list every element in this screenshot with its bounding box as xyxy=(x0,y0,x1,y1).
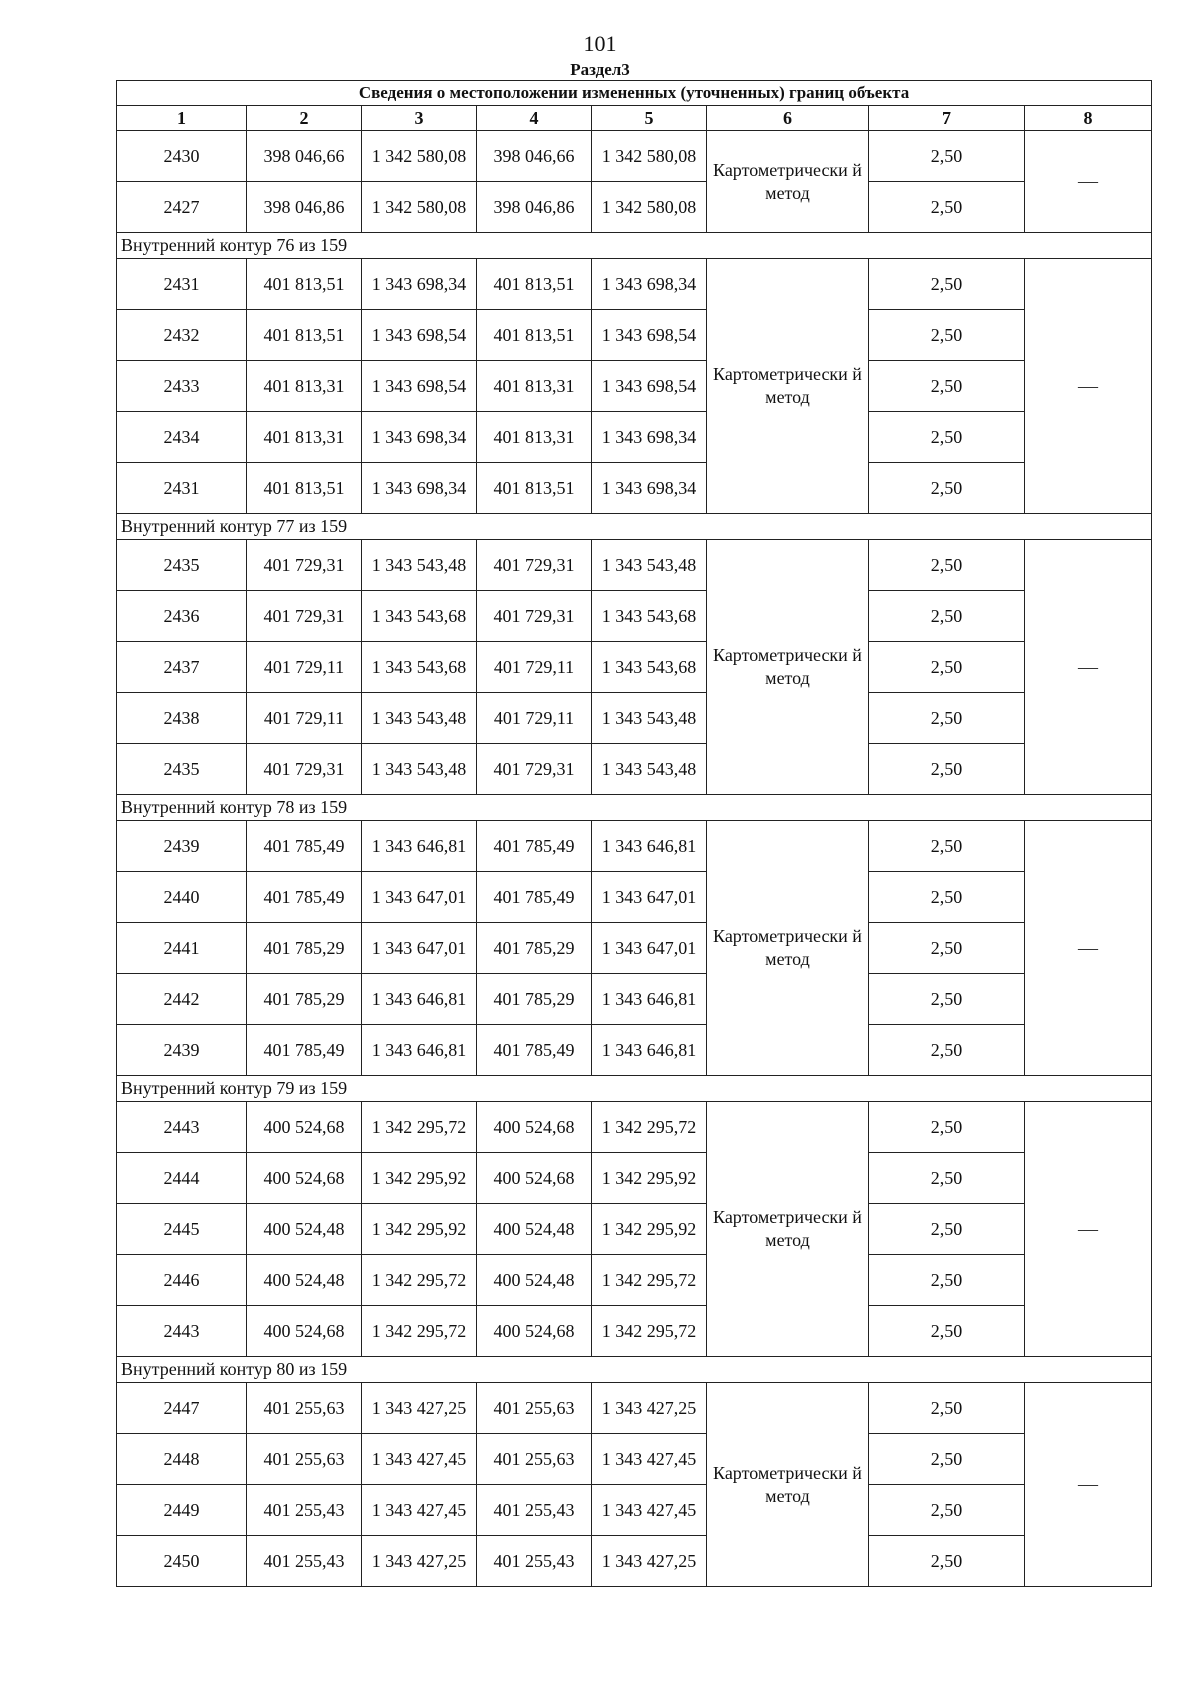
accuracy-cell: 2,50 xyxy=(869,1485,1025,1536)
method-cell: Картометрически й метод xyxy=(707,131,869,233)
existing-y-cell: 1 343 646,81 xyxy=(362,1025,477,1076)
table-row xyxy=(117,1306,1152,1357)
updated-x-cell: 401 785,29 xyxy=(477,974,592,1025)
contour-label: Внутренний контур 80 из 159 xyxy=(117,1357,1152,1383)
existing-y-cell: 1 342 295,72 xyxy=(362,1306,477,1357)
column-number: 1 xyxy=(117,106,247,131)
point-number-cell: 2442 xyxy=(117,974,247,1025)
point-number-cell: 2431 xyxy=(117,463,247,514)
updated-x-cell: 400 524,48 xyxy=(477,1204,592,1255)
existing-x-cell: 401 255,43 xyxy=(247,1536,362,1587)
table-row xyxy=(117,310,1152,361)
method-cell: Картометрически й метод xyxy=(707,259,869,514)
column-number: 5 xyxy=(592,106,707,131)
table-row xyxy=(117,1536,1152,1587)
column-number: 8 xyxy=(1025,106,1152,131)
updated-y-cell: 1 342 295,92 xyxy=(592,1204,707,1255)
existing-y-cell: 1 342 580,08 xyxy=(362,131,477,182)
updated-y-cell: 1 342 295,72 xyxy=(592,1306,707,1357)
accuracy-cell: 2,50 xyxy=(869,1025,1025,1076)
updated-y-cell: 1 343 543,68 xyxy=(592,591,707,642)
accuracy-cell: 2,50 xyxy=(869,463,1025,514)
existing-x-cell: 401 729,31 xyxy=(247,540,362,591)
point-number-cell: 2443 xyxy=(117,1102,247,1153)
updated-y-cell: 1 342 580,08 xyxy=(592,131,707,182)
column-number: 3 xyxy=(362,106,477,131)
method-cell: Картометрически й метод xyxy=(707,1383,869,1587)
table-row xyxy=(117,1383,1152,1434)
method-cell: Картометрически й метод xyxy=(707,1102,869,1357)
accuracy-cell: 2,50 xyxy=(869,642,1025,693)
updated-y-cell: 1 343 543,48 xyxy=(592,693,707,744)
table-body xyxy=(117,131,1152,1587)
table-row xyxy=(117,591,1152,642)
updated-x-cell: 401 813,31 xyxy=(477,361,592,412)
existing-y-cell: 1 343 647,01 xyxy=(362,872,477,923)
updated-x-cell: 400 524,68 xyxy=(477,1102,592,1153)
existing-y-cell: 1 343 698,34 xyxy=(362,259,477,310)
table-row xyxy=(117,361,1152,412)
section-title: Раздел3 xyxy=(570,60,630,79)
updated-x-cell: 401 785,29 xyxy=(477,923,592,974)
contour-header-row xyxy=(117,795,1152,821)
existing-x-cell: 401 813,31 xyxy=(247,361,362,412)
updated-x-cell: 401 729,11 xyxy=(477,693,592,744)
table-row xyxy=(117,974,1152,1025)
updated-y-cell: 1 343 543,48 xyxy=(592,540,707,591)
updated-x-cell: 401 813,51 xyxy=(477,310,592,361)
existing-x-cell: 400 524,48 xyxy=(247,1204,362,1255)
point-number-cell: 2432 xyxy=(117,310,247,361)
point-number-cell: 2449 xyxy=(117,1485,247,1536)
existing-y-cell: 1 343 646,81 xyxy=(362,821,477,872)
updated-x-cell: 401 785,49 xyxy=(477,872,592,923)
boundary-coordinates-table xyxy=(116,80,1152,1587)
column-number: 7 xyxy=(869,106,1025,131)
updated-x-cell: 400 524,68 xyxy=(477,1153,592,1204)
point-number-cell: 2434 xyxy=(117,412,247,463)
updated-x-cell: 401 785,49 xyxy=(477,1025,592,1076)
table-row xyxy=(117,131,1152,182)
existing-y-cell: 1 343 698,34 xyxy=(362,412,477,463)
existing-y-cell: 1 342 295,92 xyxy=(362,1204,477,1255)
existing-x-cell: 401 729,31 xyxy=(247,744,362,795)
point-number-cell: 2435 xyxy=(117,744,247,795)
accuracy-cell: 2,50 xyxy=(869,872,1025,923)
accuracy-cell: 2,50 xyxy=(869,1434,1025,1485)
existing-y-cell: 1 343 543,68 xyxy=(362,642,477,693)
accuracy-cell: 2,50 xyxy=(869,182,1025,233)
updated-y-cell: 1 342 295,92 xyxy=(592,1153,707,1204)
existing-y-cell: 1 343 427,25 xyxy=(362,1536,477,1587)
point-number-cell: 2445 xyxy=(117,1204,247,1255)
updated-x-cell: 400 524,68 xyxy=(477,1306,592,1357)
updated-x-cell: 401 729,31 xyxy=(477,591,592,642)
updated-x-cell: 398 046,86 xyxy=(477,182,592,233)
existing-y-cell: 1 343 646,81 xyxy=(362,974,477,1025)
updated-x-cell: 401 255,43 xyxy=(477,1536,592,1587)
accuracy-cell: 2,50 xyxy=(869,1204,1025,1255)
point-number-cell: 2430 xyxy=(117,131,247,182)
existing-y-cell: 1 343 543,68 xyxy=(362,591,477,642)
contour-header-row xyxy=(117,1076,1152,1102)
table-row xyxy=(117,1255,1152,1306)
table-row xyxy=(117,1485,1152,1536)
table-row xyxy=(117,412,1152,463)
accuracy-cell: 2,50 xyxy=(869,361,1025,412)
existing-x-cell: 401 785,29 xyxy=(247,923,362,974)
point-number-cell: 2437 xyxy=(117,642,247,693)
updated-y-cell: 1 342 580,08 xyxy=(592,182,707,233)
accuracy-cell: 2,50 xyxy=(869,259,1025,310)
existing-y-cell: 1 343 647,01 xyxy=(362,923,477,974)
existing-y-cell: 1 343 698,34 xyxy=(362,463,477,514)
table-row xyxy=(117,821,1152,872)
table-title: Сведения о местоположении измененных (уточненных) границ объекта xyxy=(117,81,1152,106)
existing-y-cell: 1 342 580,08 xyxy=(362,182,477,233)
updated-y-cell: 1 343 427,45 xyxy=(592,1434,707,1485)
updated-y-cell: 1 343 543,48 xyxy=(592,744,707,795)
updated-y-cell: 1 343 698,54 xyxy=(592,361,707,412)
point-number-cell: 2436 xyxy=(117,591,247,642)
existing-x-cell: 401 255,63 xyxy=(247,1383,362,1434)
existing-x-cell: 401 813,51 xyxy=(247,259,362,310)
updated-x-cell: 401 813,31 xyxy=(477,412,592,463)
updated-x-cell: 401 729,11 xyxy=(477,642,592,693)
existing-x-cell: 400 524,68 xyxy=(247,1153,362,1204)
updated-x-cell: 401 813,51 xyxy=(477,463,592,514)
existing-x-cell: 401 785,49 xyxy=(247,1025,362,1076)
note-cell: — xyxy=(1025,259,1152,514)
column-number: 4 xyxy=(477,106,592,131)
table-row xyxy=(117,1025,1152,1076)
updated-y-cell: 1 343 646,81 xyxy=(592,1025,707,1076)
point-number-cell: 2450 xyxy=(117,1536,247,1587)
updated-y-cell: 1 343 646,81 xyxy=(592,821,707,872)
updated-y-cell: 1 343 543,68 xyxy=(592,642,707,693)
accuracy-cell: 2,50 xyxy=(869,974,1025,1025)
existing-x-cell: 398 046,86 xyxy=(247,182,362,233)
note-cell: — xyxy=(1025,821,1152,1076)
column-number: 2 xyxy=(247,106,362,131)
table-row xyxy=(117,693,1152,744)
note-cell: — xyxy=(1025,131,1152,233)
table-row xyxy=(117,1434,1152,1485)
table-row xyxy=(117,642,1152,693)
existing-x-cell: 400 524,68 xyxy=(247,1102,362,1153)
accuracy-cell: 2,50 xyxy=(869,744,1025,795)
point-number-cell: 2433 xyxy=(117,361,247,412)
updated-y-cell: 1 343 427,25 xyxy=(592,1383,707,1434)
point-number-cell: 2443 xyxy=(117,1306,247,1357)
accuracy-cell: 2,50 xyxy=(869,1383,1025,1434)
updated-y-cell: 1 343 427,25 xyxy=(592,1536,707,1587)
existing-y-cell: 1 343 543,48 xyxy=(362,744,477,795)
updated-y-cell: 1 343 647,01 xyxy=(592,923,707,974)
existing-x-cell: 401 729,31 xyxy=(247,591,362,642)
accuracy-cell: 2,50 xyxy=(869,1102,1025,1153)
table-row xyxy=(117,923,1152,974)
table-row xyxy=(117,182,1152,233)
updated-x-cell: 400 524,48 xyxy=(477,1255,592,1306)
point-number-cell: 2446 xyxy=(117,1255,247,1306)
updated-x-cell: 401 255,63 xyxy=(477,1383,592,1434)
updated-y-cell: 1 343 698,54 xyxy=(592,310,707,361)
existing-x-cell: 400 524,48 xyxy=(247,1255,362,1306)
existing-y-cell: 1 342 295,72 xyxy=(362,1255,477,1306)
contour-label: Внутренний контур 79 из 159 xyxy=(117,1076,1152,1102)
table-row xyxy=(117,744,1152,795)
accuracy-cell: 2,50 xyxy=(869,540,1025,591)
contour-label: Внутренний контур 77 из 159 xyxy=(117,514,1152,540)
table-row xyxy=(117,259,1152,310)
table-row xyxy=(117,1153,1152,1204)
point-number-cell: 2448 xyxy=(117,1434,247,1485)
contour-label: Внутренний контур 78 из 159 xyxy=(117,795,1152,821)
method-cell: Картометрически й метод xyxy=(707,540,869,795)
updated-y-cell: 1 343 698,34 xyxy=(592,412,707,463)
table-row xyxy=(117,1102,1152,1153)
existing-y-cell: 1 343 543,48 xyxy=(362,540,477,591)
existing-x-cell: 401 785,29 xyxy=(247,974,362,1025)
updated-y-cell: 1 343 647,01 xyxy=(592,872,707,923)
method-cell: Картометрически й метод xyxy=(707,821,869,1076)
point-number-cell: 2431 xyxy=(117,259,247,310)
updated-y-cell: 1 343 427,45 xyxy=(592,1485,707,1536)
existing-y-cell: 1 343 427,25 xyxy=(362,1383,477,1434)
updated-x-cell: 401 813,51 xyxy=(477,259,592,310)
existing-y-cell: 1 343 698,54 xyxy=(362,310,477,361)
existing-y-cell: 1 343 427,45 xyxy=(362,1434,477,1485)
point-number-cell: 2439 xyxy=(117,821,247,872)
existing-x-cell: 398 046,66 xyxy=(247,131,362,182)
existing-x-cell: 401 813,51 xyxy=(247,310,362,361)
updated-x-cell: 401 729,31 xyxy=(477,744,592,795)
table-row xyxy=(117,540,1152,591)
updated-x-cell: 401 785,49 xyxy=(477,821,592,872)
accuracy-cell: 2,50 xyxy=(869,923,1025,974)
accuracy-cell: 2,50 xyxy=(869,412,1025,463)
table-row xyxy=(117,463,1152,514)
existing-x-cell: 401 729,11 xyxy=(247,642,362,693)
existing-x-cell: 401 785,49 xyxy=(247,821,362,872)
updated-y-cell: 1 343 646,81 xyxy=(592,974,707,1025)
existing-x-cell: 401 785,49 xyxy=(247,872,362,923)
point-number-cell: 2438 xyxy=(117,693,247,744)
accuracy-cell: 2,50 xyxy=(869,1306,1025,1357)
contour-header-row xyxy=(117,1357,1152,1383)
existing-y-cell: 1 343 698,54 xyxy=(362,361,477,412)
page-number: 101 xyxy=(583,31,617,56)
table-row xyxy=(117,1204,1152,1255)
updated-x-cell: 398 046,66 xyxy=(477,131,592,182)
point-number-cell: 2447 xyxy=(117,1383,247,1434)
accuracy-cell: 2,50 xyxy=(869,591,1025,642)
point-number-cell: 2439 xyxy=(117,1025,247,1076)
note-cell: — xyxy=(1025,540,1152,795)
contour-label: Внутренний контур 76 из 159 xyxy=(117,233,1152,259)
existing-x-cell: 401 813,31 xyxy=(247,412,362,463)
point-number-cell: 2440 xyxy=(117,872,247,923)
contour-header-row xyxy=(117,514,1152,540)
accuracy-cell: 2,50 xyxy=(869,1536,1025,1587)
existing-x-cell: 401 729,11 xyxy=(247,693,362,744)
updated-x-cell: 401 729,31 xyxy=(477,540,592,591)
column-number: 6 xyxy=(707,106,869,131)
existing-x-cell: 401 255,63 xyxy=(247,1434,362,1485)
column-number-row xyxy=(117,106,1152,131)
accuracy-cell: 2,50 xyxy=(869,1255,1025,1306)
point-number-cell: 2441 xyxy=(117,923,247,974)
contour-header-row xyxy=(117,233,1152,259)
point-number-cell: 2427 xyxy=(117,182,247,233)
updated-x-cell: 401 255,43 xyxy=(477,1485,592,1536)
accuracy-cell: 2,50 xyxy=(869,693,1025,744)
updated-y-cell: 1 343 698,34 xyxy=(592,259,707,310)
existing-y-cell: 1 342 295,92 xyxy=(362,1153,477,1204)
accuracy-cell: 2,50 xyxy=(869,821,1025,872)
note-cell: — xyxy=(1025,1102,1152,1357)
accuracy-cell: 2,50 xyxy=(869,1153,1025,1204)
accuracy-cell: 2,50 xyxy=(869,310,1025,361)
table-row xyxy=(117,872,1152,923)
updated-x-cell: 401 255,63 xyxy=(477,1434,592,1485)
updated-y-cell: 1 343 698,34 xyxy=(592,463,707,514)
existing-y-cell: 1 343 543,48 xyxy=(362,693,477,744)
point-number-cell: 2444 xyxy=(117,1153,247,1204)
point-number-cell: 2435 xyxy=(117,540,247,591)
updated-y-cell: 1 342 295,72 xyxy=(592,1255,707,1306)
existing-y-cell: 1 342 295,72 xyxy=(362,1102,477,1153)
accuracy-cell: 2,50 xyxy=(869,131,1025,182)
existing-y-cell: 1 343 427,45 xyxy=(362,1485,477,1536)
note-cell: — xyxy=(1025,1383,1152,1587)
updated-y-cell: 1 342 295,72 xyxy=(592,1102,707,1153)
existing-x-cell: 400 524,68 xyxy=(247,1306,362,1357)
existing-x-cell: 401 255,43 xyxy=(247,1485,362,1536)
existing-x-cell: 401 813,51 xyxy=(247,463,362,514)
